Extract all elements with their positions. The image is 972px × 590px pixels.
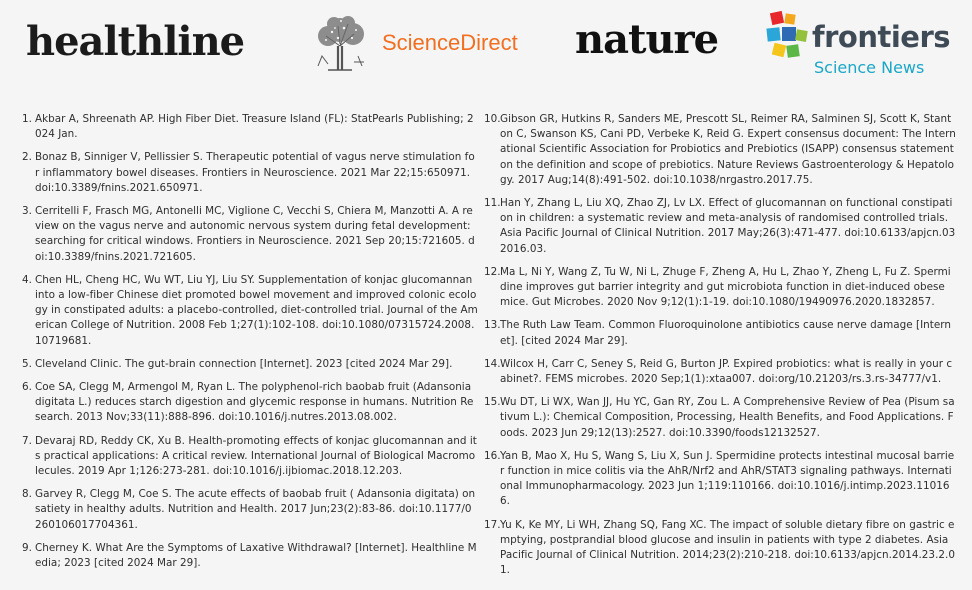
- reference-item: [486, 449, 956, 510]
- healthline-logo: healthline: [26, 18, 245, 65]
- reference-number: 10.: [484, 113, 501, 125]
- references-left-column: [22, 112, 478, 579]
- reference-number: 12.: [484, 265, 501, 278]
- reference-number: 4.: [22, 273, 32, 286]
- nature-logo: nature: [575, 16, 719, 63]
- reference-text: Bonaz B, Sinniger V, Pellissier S. Therapeutic potential of vagus nerve stimulation for inflammatory bowel diseases. Frontiers in Neuroscience. 2021 Mar 22;15:650971. doi:10.3389/fnins.2021.650971.: [35, 151, 475, 194]
- reference-number: 17.: [484, 518, 501, 531]
- reference-text: Cerritelli F, Frasch MG, Antonelli MC, Viglione C, Vecchi S, Chiera M, Manzotti A. A review on the vagus nerve and autonomic nervous system during fetal development: searching for critical windows. Frontiers in Neuroscience. 2021 Sep 20;15:721605. doi:10.3389/fnins.2021.721605.: [35, 205, 475, 263]
- frontiers-logo: frontiers: [812, 20, 951, 54]
- reference-number: 13.: [484, 319, 501, 332]
- reference-text: Garvey R, Clegg M, Coe S. The acute effects of baobab fruit ( Adansonia digitata) on satiety in healthy adults. Nutrition and Health. 2017 Jun;23(2):83-86. doi:10.1177/0260106017704361.: [35, 488, 476, 531]
- reference-item: [22, 150, 478, 196]
- sciencedirect-logo: ScienceDirect: [382, 30, 518, 55]
- references-right-column: [486, 112, 956, 586]
- frontiers-cubes-icon: [765, 8, 811, 62]
- reference-item: [486, 318, 956, 348]
- reference-item: [22, 541, 478, 571]
- reference-item: [486, 357, 956, 387]
- reference-item: [22, 273, 478, 349]
- reference-number: 15.: [484, 396, 501, 409]
- reference-text: Cherney K. What Are the Symptoms of Laxative Withdrawal? [Internet]. Healthline Media; 2023 [cited 2024 Mar 29].: [35, 541, 477, 570]
- reference-item: [22, 357, 478, 372]
- reference-text: Akbar A, Shreenath AP. High Fiber Diet. Treasure Island (FL): StatPearls Publishing; 2024 Jan.: [35, 113, 474, 141]
- reference-number: 6.: [22, 381, 32, 394]
- reference-text: Ma L, Ni Y, Wang Z, Tu W, Ni L, Zhuge F, Zheng A, Hu L, Zhao Y, Zheng L, Fu Z. Spermidine improves gut barrier integrity and gut microbiota function in diet-induced obese mice. Gut Microbes. 2020 Nov 9;12(1):1-19. doi:10.1080/19490976.2020.1832857.: [500, 265, 951, 309]
- reference-text: Han Y, Zhang L, Liu XQ, Zhao ZJ, Lv LX. Effect of glucomannan on functional constipation in children: a systematic review and meta-analysis of randomised controlled trials. Asia Pacific Journal of Clinical Nutrition. 2017 May;26(3):471-477. doi:10.6133/apjcn.032016.03.: [500, 197, 956, 255]
- reference-number: 16.: [484, 449, 501, 462]
- elsevier-tree-icon: [308, 16, 372, 72]
- reference-item: [486, 196, 956, 257]
- reference-item: [486, 112, 956, 188]
- reference-text: Devaraj RD, Reddy CK, Xu B. Health-promoting effects of konjac glucomannan and its practical applications: A critical review. International Journal of Biological Macromolecules. 2019 Apr 1;126:273-281. doi:10.1016/j.ijbiomac.2018.12.203.: [35, 434, 477, 478]
- reference-number: 2.: [22, 151, 32, 164]
- reference-number: 7.: [22, 434, 32, 447]
- reference-number: 3.: [22, 205, 32, 218]
- reference-number: 9.: [22, 541, 32, 554]
- reference-text: Coe SA, Clegg M, Armengol M, Ryan L. The polyphenol-rich baobab fruit (Adansonia digitata L.) reduces starch digestion and glycemic response in humans. Nutrition Research. 2013 Nov;33(11):888-896. doi:10.1016/j.nutres.2013.08.002.: [35, 381, 474, 424]
- reference-item: [22, 487, 478, 533]
- reference-item: [22, 112, 478, 142]
- reference-item: [22, 434, 478, 480]
- reference-item: [22, 204, 478, 265]
- reference-number: 14.: [484, 357, 501, 370]
- reference-text: Chen HL, Cheng HC, Wu WT, Liu YJ, Liu SY. Supplementation of konjac glucomannan into a low-fiber Chinese diet promoted bowel movement and improved colonic ecology in constipated adults: a placebo-controlled, diet-controlled trial. Journal of the American College of Nutrition. 2008 Feb 1;27(1):102-108. doi:10.1080/07315724.2008.10719681.: [35, 273, 478, 347]
- reference-text: Yan B, Mao X, Hu S, Wang S, Liu X, Sun J. Spermidine protects intestinal mucosal barrier function in mice colitis via the AhR/Nrf2 and AhR/STAT3 signaling pathways. International Immunopharmacology. 2023 Jun 1;119:110166. doi:10.1016/j.intimp.2023.110166.: [500, 449, 955, 508]
- reference-number: 8.: [22, 488, 32, 501]
- reference-text: Wu DT, Li WX, Wan JJ, Hu YC, Gan RY, Zou L. A Comprehensive Review of Pea (Pisum sativum L.): Chemical Composition, Processing, Health Benefits, and Food Applications. Foods. 2023 Jun 29;12(13):2527. doi:10.3390/foods12132527.: [500, 396, 955, 439]
- reference-number: 5.: [22, 357, 32, 370]
- reference-text: Wilcox H, Carr C, Seney S, Reid G, Burton JP. Expired probiotics: what is really in your cabinet?. FEMS microbes. 2020 Sep;1(1):xtaa007. doi:org/10.21203/rs.3.rs-34777/v1.: [500, 357, 953, 386]
- reference-text: Gibson GR, Hutkins R, Sanders ME, Prescott SL, Reimer RA, Salminen SJ, Scott K, Stanton C, Swanson KS, Cani PD, Verbeke K, Reid G. Expert consensus document: The International Scientific Association for Probiotics and Prebiotics (ISAPP) consensus statement on the definition and scope of prebiotics. Nature Reviews Gastroenterology & Hepatology. 2017 Aug;14(8):491-502. doi:10.1038/nrgastro.2017.75.: [500, 113, 956, 186]
- reference-item: [486, 518, 956, 579]
- reference-number: 11.: [484, 197, 501, 210]
- reference-item: [22, 380, 478, 426]
- reference-text: The Ruth Law Team. Common Fluoroquinolone antibiotics cause nerve damage [Internet]. [cited 2024 Mar 29].: [500, 319, 951, 347]
- reference-text: Yu K, Ke MY, Li WH, Zhang SQ, Fang XC. The impact of soluble dietary fibre on gastric emptying, postprandial blood glucose and insulin in patients with type 2 diabetes. Asia Pacific Journal of Clinical Nutrition. 2014;23(2):210-218. doi:10.6133/apjcn.2014.23.2.01.: [500, 518, 955, 577]
- reference-item: [486, 395, 956, 441]
- reference-item: [486, 265, 956, 311]
- reference-text: Cleveland Clinic. The gut-brain connection [Internet]. 2023 [cited 2024 Mar 29].: [35, 357, 453, 370]
- science-news-label: Science News: [814, 58, 925, 77]
- reference-number: 1.: [22, 113, 32, 125]
- logo-strip: [0, 0, 972, 100]
